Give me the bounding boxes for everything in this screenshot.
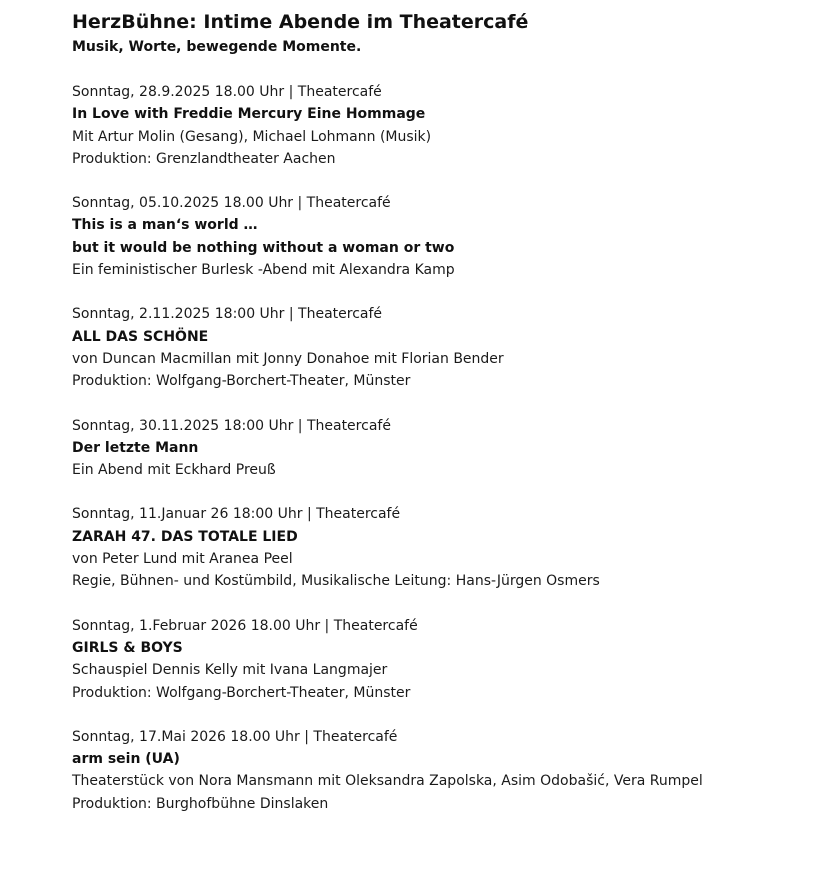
event-date-line: Sonntag, 2.11.2025 18:00 Uhr | Theatercafé <box>72 306 383 323</box>
event-entry <box>72 503 817 592</box>
event-title: ZARAH 47. DAS TOTALE LIED <box>72 528 298 545</box>
event-list <box>72 81 817 815</box>
event-date-line: Sonntag, 17.Mai 2026 18.00 Uhr | Theatercafé <box>72 728 398 745</box>
event-title: arm sein (UA) <box>72 751 180 768</box>
event-title: but it would be nothing without a woman or two <box>72 239 455 256</box>
event-entry <box>72 303 817 392</box>
event-detail: Produktion: Grenzlandtheater Aachen <box>72 150 336 167</box>
event-detail: Mit Artur Molin (Gesang), Michael Lohmann (Musik) <box>72 128 432 145</box>
event-title: In Love with Freddie Mercury Eine Hommage <box>72 106 426 123</box>
event-detail: Produktion: Burghofbühne Dinslaken <box>72 795 329 812</box>
document-page <box>72 8 817 837</box>
event-detail: Theaterstück von Nora Mansmann mit Oleksandra Zapolska, Asim Odobašić, Vera Rumpel <box>72 773 703 790</box>
event-entry <box>72 726 817 815</box>
event-title: Der letzte Mann <box>72 439 199 456</box>
event-title: GIRLS & BOYS <box>72 639 183 656</box>
event-date-line: Sonntag, 1.Februar 2026 18.00 Uhr | Theatercafé <box>72 617 418 634</box>
event-detail: Regie, Bühnen- und Kostümbild, Musikalische Leitung: Hans-Jürgen Osmers <box>72 573 600 590</box>
event-detail: von Duncan Macmillan mit Jonny Donahoe mit Florian Bender <box>72 350 504 367</box>
event-entry <box>72 415 817 482</box>
event-date-line: Sonntag, 05.10.2025 18.00 Uhr | Theatercafé <box>72 195 391 212</box>
event-entry <box>72 81 817 170</box>
event-detail: Schauspiel Dennis Kelly mit Ivana Langmajer <box>72 662 388 679</box>
event-date-line: Sonntag, 28.9.2025 18.00 Uhr | Theatercafé <box>72 84 382 100</box>
event-entry <box>72 615 817 704</box>
event-title: ALL DAS SCHÖNE <box>72 328 209 345</box>
event-date-line: Sonntag, 30.11.2025 18:00 Uhr | Theatercafé <box>72 417 391 434</box>
event-detail: Ein feministischer Burlesk -Abend mit Alexandra Kamp <box>72 262 455 279</box>
page-subtitle: Musik, Worte, bewegende Momente. <box>72 39 362 55</box>
event-detail: von Peter Lund mit Aranea Peel <box>72 551 293 568</box>
event-detail: Produktion: Wolfgang-Borchert-Theater, Münster <box>72 684 411 701</box>
event-detail: Ein Abend mit Eckhard Preuß <box>72 462 276 479</box>
event-detail: Produktion: Wolfgang-Borchert-Theater, Münster <box>72 373 411 390</box>
page-title: HerzBühne: Intime Abende im Theatercafé <box>72 11 529 33</box>
event-date-line: Sonntag, 11.Januar 26 18:00 Uhr | Theatercafé <box>72 506 401 523</box>
event-entry <box>72 192 817 281</box>
event-title: This is a man‘s world … <box>72 217 258 234</box>
